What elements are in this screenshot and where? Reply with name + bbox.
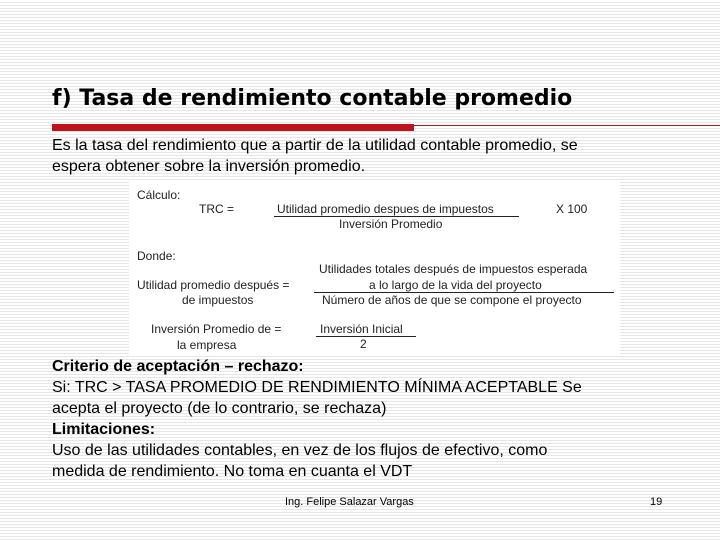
calculo-label: Cálculo:	[137, 188, 181, 202]
up-numerator-line-2: a lo largo de la vida del proyecto	[369, 278, 542, 292]
limitaciones-line-1: Uso de las utilidades contables, en vez de los flujos de efectivo, como	[52, 442, 548, 459]
page-number: 19	[650, 496, 663, 508]
donde-label: Donde:	[137, 249, 176, 263]
trc-label: TRC =	[199, 202, 235, 216]
up-denominator: Número de años de que se compone el proyecto	[322, 293, 582, 307]
footer-author: Ing. Felipe Salazar Vargas	[285, 496, 414, 508]
trc-numerator: Utilidad promedio despues de impuestos	[277, 202, 494, 216]
intro-paragraph	[52, 135, 692, 177]
up-label-line-1: Utilidad promedio después =	[137, 278, 290, 292]
limitaciones-line-2: medida de rendimiento. No toma en cuanta el VDT	[52, 463, 413, 480]
title-underline-thin	[414, 125, 720, 126]
ip-denominator: 2	[360, 337, 367, 351]
trc-denominator: Inversión Promedio	[339, 217, 443, 231]
up-numerator-line-1: Utilidades totales después de impuestos esperada	[319, 262, 588, 276]
formula-image	[129, 182, 620, 354]
trc-multiplier: X 100	[556, 202, 588, 216]
criterio-heading: Criterio de aceptación – rechazo:	[52, 358, 304, 375]
title-underline-thick	[52, 124, 414, 131]
ip-label-line-2: la empresa	[177, 338, 237, 352]
criterio-line-2: acepta el proyecto (de lo contrario, se rechaza)	[52, 400, 387, 417]
ip-label-line-1: Inversión Promedio de =	[151, 322, 282, 336]
slide-title: f) Tasa de rendimiento contable promedio	[52, 86, 573, 111]
body-text	[52, 356, 697, 482]
limitaciones-heading: Limitaciones:	[52, 421, 156, 438]
intro-line-2: espera obtener sobre la inversión promedio.	[52, 158, 366, 175]
intro-line-1: Es la tasa del rendimiento que a partir de la utilidad contable promedio, se	[52, 137, 578, 154]
criterio-line-1: Si: TRC > TASA PROMEDIO DE RENDIMIENTO MÍNIMA ACEPTABLE Se	[52, 379, 582, 396]
ip-numerator: Inversión Inicial	[320, 322, 403, 336]
up-label-line-2: de impuestos	[182, 293, 254, 307]
